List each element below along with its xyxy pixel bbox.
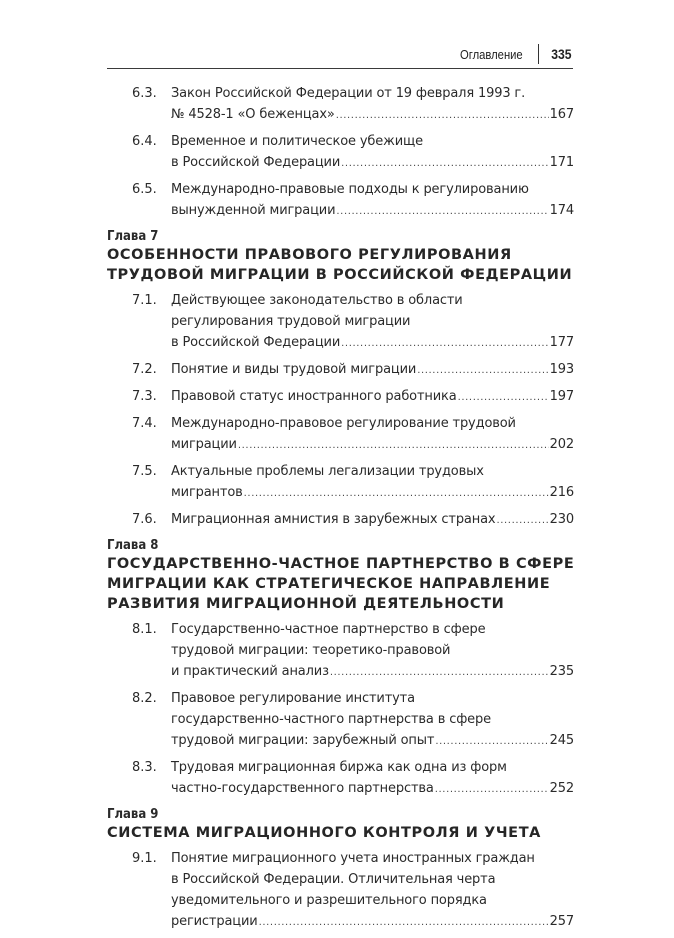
entry-number: 7.3. (132, 389, 157, 404)
entry-number: 6.5. (132, 182, 157, 197)
entry-title-line: регулирования трудовой миграции (171, 314, 411, 329)
entry-title-line: Международно-правовое регулирование трудовой (171, 416, 516, 431)
entry-number: 7.5. (132, 464, 157, 479)
leader-dots (341, 153, 548, 174)
chapter-title-line: СИСТЕМА МИГРАЦИОННОГО КОНТРОЛЯ И УЧЕТА (107, 825, 542, 841)
entry-page: 252 (549, 781, 574, 796)
chapter-7-heading[interactable] (107, 228, 574, 285)
leader-dots (238, 435, 549, 456)
toc-entry-8-2[interactable] (107, 688, 574, 752)
entry-title-line: Трудовая миграционная биржа как одна из форм (171, 760, 507, 775)
entry-title-line: Действующее законодательство в области (171, 293, 463, 308)
entry-title-line: мигрантов (171, 485, 243, 500)
entry-page: 197 (549, 389, 574, 404)
entry-title-line: трудовой миграции: теоретико-правовой (171, 643, 451, 658)
leader-dots (330, 662, 549, 683)
chapter-label: Глава 8 (107, 538, 159, 553)
toc-entry-6-5[interactable] (107, 179, 574, 222)
leader-dots (496, 510, 548, 531)
entry-title-line: Миграционная амнистия в зарубежных странах (171, 512, 496, 527)
entry-page: 202 (549, 437, 574, 452)
entry-number: 8.1. (132, 622, 157, 637)
entry-number: 6.4. (132, 134, 157, 149)
entry-page: 257 (549, 914, 574, 929)
entry-page: 171 (549, 155, 574, 170)
entry-title-line: регистрации (171, 914, 258, 929)
running-head (107, 44, 573, 69)
toc-entry-7-5[interactable] (107, 461, 574, 504)
leader-dots (435, 731, 548, 752)
chapter-title-line: ОСОБЕННОСТИ ПРАВОВОГО РЕГУЛИРОВАНИЯ (107, 247, 512, 263)
chapter-title-line: ТРУДОВОЙ МИГРАЦИИ В РОССИЙСКОЙ ФЕДЕРАЦИИ (107, 267, 573, 283)
entry-page: 174 (549, 203, 574, 218)
toc-entry-7-4[interactable] (107, 413, 574, 456)
leader-dots (458, 387, 549, 408)
entry-title-line: Правовое регулирование института (171, 691, 415, 706)
entry-number: 7.1. (132, 293, 157, 308)
entry-title-line: в Российской Федерации (171, 155, 341, 170)
entry-title-line: Государственно-частное партнерство в сфере (171, 622, 486, 637)
chapter-label: Глава 7 (107, 229, 159, 244)
toc-entry-7-3[interactable] (107, 386, 574, 408)
entry-number: 7.6. (132, 512, 157, 527)
entry-page: 216 (549, 485, 574, 500)
leader-dots (336, 201, 548, 222)
toc-entry-7-2[interactable] (107, 359, 574, 381)
entry-title-line: Понятие и виды трудовой миграции (171, 362, 417, 377)
entry-number: 9.1. (132, 851, 157, 866)
chapter-8-heading[interactable] (107, 537, 574, 614)
leader-dots (336, 105, 549, 126)
toc-entry-8-1[interactable] (107, 619, 574, 683)
running-head-separator (538, 44, 539, 64)
toc-entry-7-6[interactable] (107, 509, 574, 531)
entry-page: 235 (549, 664, 574, 679)
leader-dots (417, 360, 548, 381)
toc-entry-6-4[interactable] (107, 131, 574, 174)
toc-entry-6-3[interactable] (107, 83, 574, 126)
entry-title-line: в Российской Федерации. Отличительная черта (171, 872, 496, 887)
entry-title-line: Временное и политическое убежище (171, 134, 423, 149)
entry-number: 8.3. (132, 760, 157, 775)
running-head-title: Оглавление (460, 48, 523, 62)
entry-title-line: в Российской Федерации (171, 335, 341, 350)
entry-title-line: Правовой статус иностранного работника (171, 389, 457, 404)
entry-page: 177 (549, 335, 574, 350)
leader-dots (341, 333, 548, 354)
entry-number: 7.4. (132, 416, 157, 431)
entry-page: 167 (549, 107, 574, 122)
toc-entry-9-1[interactable] (107, 848, 574, 933)
entry-title-line: трудовой миграции: зарубежный опыт (171, 733, 435, 748)
chapter-title-line: ГОСУДАРСТВЕННО-ЧАСТНОЕ ПАРТНЕРСТВО В СФЕРЕ (107, 556, 575, 572)
entry-number: 8.2. (132, 691, 157, 706)
entry-title-line: государственно-частного партнерства в сфере (171, 712, 491, 727)
entry-page: 193 (549, 362, 574, 377)
entry-title-line: Закон Российской Федерации от 19 февраля 1993 г. (171, 86, 526, 101)
chapter-9-heading[interactable] (107, 806, 574, 843)
entry-title-line: уведомительного и разрешительного порядка (171, 893, 487, 908)
entry-title-line: Международно-правовые подходы к регулированию (171, 182, 529, 197)
entry-title-line: Актуальные проблемы легализации трудовых (171, 464, 484, 479)
chapter-label: Глава 9 (107, 807, 159, 822)
leader-dots (259, 912, 549, 933)
entry-number: 6.3. (132, 86, 157, 101)
toc-entry-7-1[interactable] (107, 290, 574, 354)
toc-entry-8-3[interactable] (107, 757, 574, 800)
table-of-contents (107, 83, 574, 938)
entry-title-line: и практический анализ (171, 664, 329, 679)
entry-page: 245 (549, 733, 574, 748)
chapter-title-line: МИГРАЦИИ КАК СТРАТЕГИЧЕСКОЕ НАПРАВЛЕНИЕ (107, 576, 551, 592)
entry-title-line: миграции (171, 437, 237, 452)
leader-dots (244, 483, 549, 504)
page-number: 335 (551, 47, 572, 62)
entry-title-line: вынужденной миграции (171, 203, 336, 218)
leader-dots (435, 779, 549, 800)
entry-title-line: № 4528-1 «О беженцах» (171, 107, 335, 122)
entry-number: 7.2. (132, 362, 157, 377)
chapter-title-line: РАЗВИТИЯ МИГРАЦИОННОЙ ДЕЯТЕЛЬНОСТИ (107, 596, 505, 612)
entry-title-line: частно-государственного партнерства (171, 781, 434, 796)
entry-page: 230 (549, 512, 574, 527)
entry-title-line: Понятие миграционного учета иностранных граждан (171, 851, 535, 866)
